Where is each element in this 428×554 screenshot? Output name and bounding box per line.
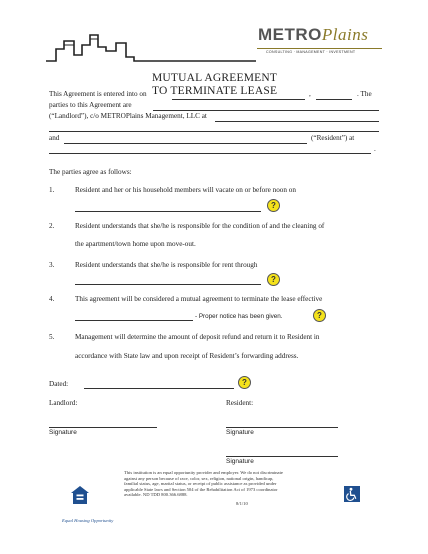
help-icon[interactable]: ? (267, 199, 280, 212)
proper-notice-note: - Proper notice has been given. (195, 313, 283, 320)
landlord-signature-caption: Signature (49, 429, 77, 436)
and-label: and (49, 134, 60, 142)
resident-signature-caption: Signature (226, 429, 254, 436)
parties-agree: The parties agree as follows: (49, 168, 132, 176)
notice-line: against any person because of race, color, sex, religion, national origin, handicap, (124, 475, 274, 481)
item-1-num: 1. (49, 186, 55, 194)
doc-title-1: MUTUAL AGREEMENT (152, 72, 278, 84)
item-3-num: 3. (49, 261, 55, 269)
accessibility-logo (344, 486, 360, 502)
help-icon[interactable]: ? (313, 309, 326, 322)
year-field[interactable] (316, 99, 352, 100)
item-2-text-2: the apartment/town home upon move-out. (75, 240, 196, 248)
intro-comma: , (309, 90, 311, 98)
item-5-num: 5. (49, 333, 55, 341)
help-icon[interactable]: ? (238, 376, 251, 389)
item-4-text: This agreement will be considered a mutual agreement to terminate the lease effective (75, 295, 323, 303)
landlord-name-field[interactable] (153, 110, 379, 111)
equal-housing-label: Equal Housing Opportunity (62, 518, 114, 523)
nondiscrimination-notice (124, 470, 344, 498)
landlord-address-field[interactable] (215, 121, 379, 122)
dated-label: Dated: (49, 380, 69, 388)
date-field[interactable] (172, 99, 305, 100)
doc-title-2: TO TERMINATE LEASE (152, 85, 278, 97)
item-2-num: 2. (49, 222, 55, 230)
resident-signature-line[interactable] (226, 427, 338, 428)
intro-line-2: parties to this Agreement are (49, 101, 132, 109)
dated-field[interactable] (84, 388, 234, 389)
equal-housing-icon (70, 485, 90, 505)
item-3-text: Resident understands that she/he is responsible for rent through (75, 261, 258, 269)
resident-signature-label: Resident: (226, 399, 254, 407)
notice-line: familial status, age, marital status, or receipt of public assistance as provided under (124, 481, 277, 487)
logo-metro: METRO (258, 25, 322, 44)
wheelchair-icon (344, 486, 360, 502)
intro-line-1-end: . The (357, 90, 372, 98)
resident-name-field[interactable] (64, 143, 307, 144)
help-icon[interactable]: ? (267, 273, 280, 286)
footer-date: 8/1/10 (236, 501, 248, 506)
item-2-text: Resident understands that she/he is responsible for the condition of and the cleaning of (75, 222, 325, 230)
resident-2-signature-caption: Signature (226, 458, 254, 465)
item-5-text: Management will determine the amount of deposit refund and return it to Resident in (75, 333, 320, 341)
notice-line: This institution is an equal opportunity provider and employer. We do not discriminate (124, 470, 283, 475)
effective-date-field[interactable] (75, 320, 193, 321)
company-logo (46, 27, 386, 63)
landlord-signature-line[interactable] (49, 427, 157, 428)
intro-line-1: This Agreement is entered into on (49, 90, 147, 98)
vacate-date-field[interactable] (75, 211, 261, 212)
notice-line: available. ND TDD 800.366.6888. (124, 492, 188, 498)
item-5-text-2: accordance with State law and upon receipt of Resident’s forwarding address. (75, 352, 299, 360)
intro-line-3: (“Landlord”), c/o METROPlains Management, LLC at (49, 112, 207, 120)
resident-address-field[interactable] (49, 153, 371, 154)
resident-label: (“Resident”) at (311, 134, 355, 142)
landlord-address-field-2[interactable] (49, 131, 379, 132)
logo-plains: Plains (321, 25, 369, 44)
item-1-text: Resident and her or his household members will vacate on or before noon on (75, 186, 296, 194)
item-4-num: 4. (49, 295, 55, 303)
landlord-label: Landlord: (49, 399, 78, 407)
intro-period: . (374, 145, 376, 153)
logo-tagline: CONSULTING · MANAGEMENT · INVESTMENT (266, 50, 356, 54)
rent-through-field[interactable] (75, 284, 261, 285)
notice-line: applicable State laws and Section 504 of the Rehabilitation Act of 1973 coordinator (124, 486, 278, 492)
equal-housing-logo (70, 485, 90, 505)
resident-2-signature-line[interactable] (226, 456, 338, 457)
